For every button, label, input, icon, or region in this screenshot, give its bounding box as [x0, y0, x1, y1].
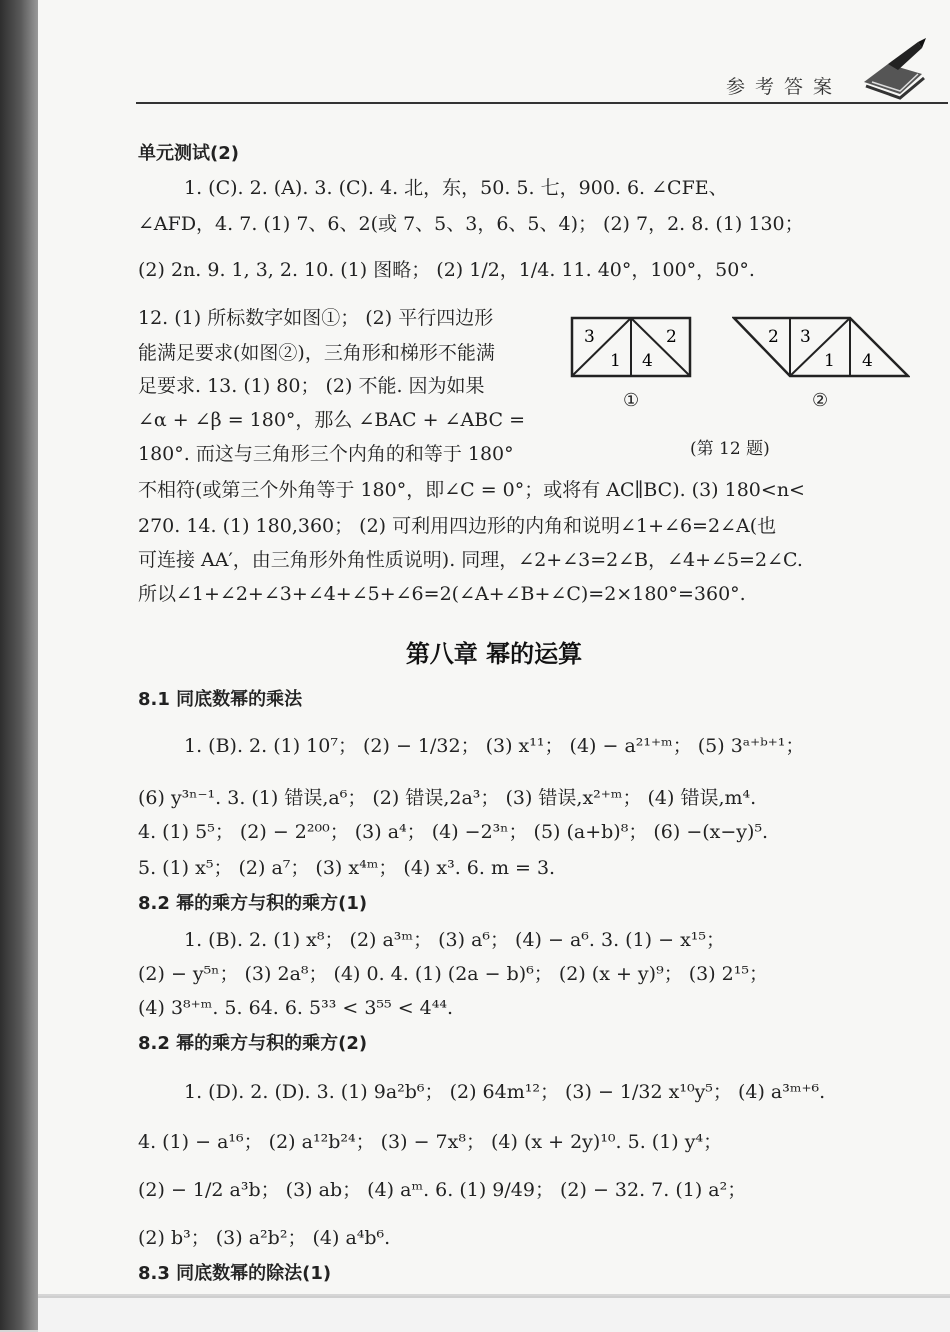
text-line: 1. (B). 2. (1) x⁸； (2) a³ᵐ； (3) a⁶； (4) − a⁶. 3. (1) − x¹⁵；	[184, 929, 726, 951]
answer-page	[38, 0, 950, 1294]
unit-test-heading: 单元测试(2)	[138, 143, 239, 164]
fig2-number: 4	[862, 351, 873, 371]
text-line: (2) b³； (3) a²b²； (4) a⁴b⁶.	[138, 1227, 391, 1249]
chapter-title: 第八章 幂的运算	[405, 640, 583, 668]
text-line: 不相符(或第三个外角等于 180°，即∠C = 0°；或将有 AC∥BC). (3) 180<n<	[138, 479, 805, 501]
text-line: (6) y³ⁿ⁻¹. 3. (1) 错误,a⁶； (2) 错误,2a³； (3) 错误,x²⁺ᵐ； (4) 错误,m⁴.	[138, 787, 757, 809]
text-line: 1. (D). 2. (D). 3. (1) 9a²b⁶； (2) 64m¹²； (3) − 1/32 x¹⁰y⁵； (4) a³ᵐ⁺⁶.	[184, 1081, 826, 1103]
section-8-2a-heading: 8.2 幂的乘方与积的乘方(1)	[138, 893, 368, 914]
figure-parallelogram	[732, 316, 910, 380]
fig1-number: 4	[642, 351, 653, 371]
fig2-number: 3	[800, 327, 811, 347]
text-line: 能满足要求(如图②)，三角形和梯形不能满	[138, 342, 495, 364]
text-line: 足要求. 13. (1) 80； (2) 不能. 因为如果	[138, 375, 485, 397]
text-line: (2) − 1/2 a³b； (3) ab； (4) aᵐ. 6. (1) 9/49； (2) − 32. 7. (1) a²；	[138, 1179, 747, 1201]
text-line: (2) − y⁵ⁿ； (3) 2a⁸； (4) 0. 4. (1) (2a − b)⁶； (2) (x + y)⁹； (3) 2¹⁵；	[138, 963, 769, 985]
text-line: 可连接 AA′，由三角形外角性质说明). 同理，∠2+∠3=2∠B，∠4+∠5=2∠C.	[138, 549, 803, 571]
section-8-1-heading: 8.1 同底数幂的乘法	[138, 689, 303, 710]
text-line: 180°. 而这与三角形三个内角的和等于 180°	[138, 443, 514, 465]
text-line: 4. (1) − a¹⁶； (2) a¹²b²⁴； (3) − 7x⁸； (4) (x + 2y)¹⁰. 5. (1) y⁴；	[138, 1131, 723, 1153]
fig2-number: 1	[824, 351, 835, 371]
figure-caption: (第 12 题)	[690, 439, 770, 459]
fig1-number: 1	[610, 351, 621, 371]
text-line: ∠AFD，4. 7. (1) 7、6、2(或 7、5、3，6、5、4)； (2) 7，2. 8. (1) 130；	[138, 213, 804, 235]
fig1-number: 3	[584, 327, 595, 347]
figure-rectangle	[570, 316, 694, 380]
section-8-2b-heading: 8.2 幂的乘方与积的乘方(2)	[138, 1033, 368, 1054]
binding-shadow	[0, 0, 38, 1330]
book-pen-icon	[860, 36, 930, 102]
text-line: 12. (1) 所标数字如图①； (2) 平行四边形	[138, 307, 494, 329]
text-line: 5. (1) x⁵； (2) a⁷； (3) x⁴ᵐ； (4) x³. 6. m = 3.	[138, 857, 556, 879]
text-line: 270. 14. (1) 180,360； (2) 可利用四边形的内角和说明∠1+∠6=2∠A(也	[138, 515, 777, 537]
fig1-number: 2	[666, 327, 677, 347]
text-line: ∠α + ∠β = 180°，那么 ∠BAC + ∠ABC =	[138, 409, 526, 431]
text-line: 1. (C). 2. (A). 3. (C). 4. 北，东，50. 5. 七，900. 6. ∠CFE、	[184, 177, 728, 199]
header-rule	[136, 102, 948, 104]
figure2-label: ②	[812, 390, 829, 411]
text-line: 4. (1) 5⁵； (2) − 2²⁰⁰； (3) a⁴； (4) −2³ⁿ； (5) (a+b)⁸； (6) −(x−y)⁵.	[138, 821, 769, 843]
page-bottom-edge	[38, 1296, 950, 1332]
section-8-3-heading: 8.3 同底数幂的除法(1)	[138, 1263, 332, 1284]
figure1-label: ①	[623, 390, 640, 411]
page-header-title: 参考答案	[726, 76, 843, 98]
text-line: 所以∠1+∠2+∠3+∠4+∠5+∠6=2(∠A+∠B+∠C)=2×180°=360°.	[138, 583, 746, 605]
text-line: 1. (B). 2. (1) 10⁷； (2) − 1/32； (3) x¹¹； (4) − a²¹⁺ᵐ； (5) 3ᵃ⁺ᵇ⁺¹；	[184, 735, 805, 757]
text-line: (2) 2n. 9. 1, 3, 2. 10. (1) 图略； (2) 1/2，1/4. 11. 40°，100°，50°.	[138, 259, 755, 281]
fig2-number: 2	[768, 327, 779, 347]
text-line: (4) 3⁸⁺ᵐ. 5. 64. 6. 5³³ < 3⁵⁵ < 4⁴⁴.	[138, 997, 454, 1019]
